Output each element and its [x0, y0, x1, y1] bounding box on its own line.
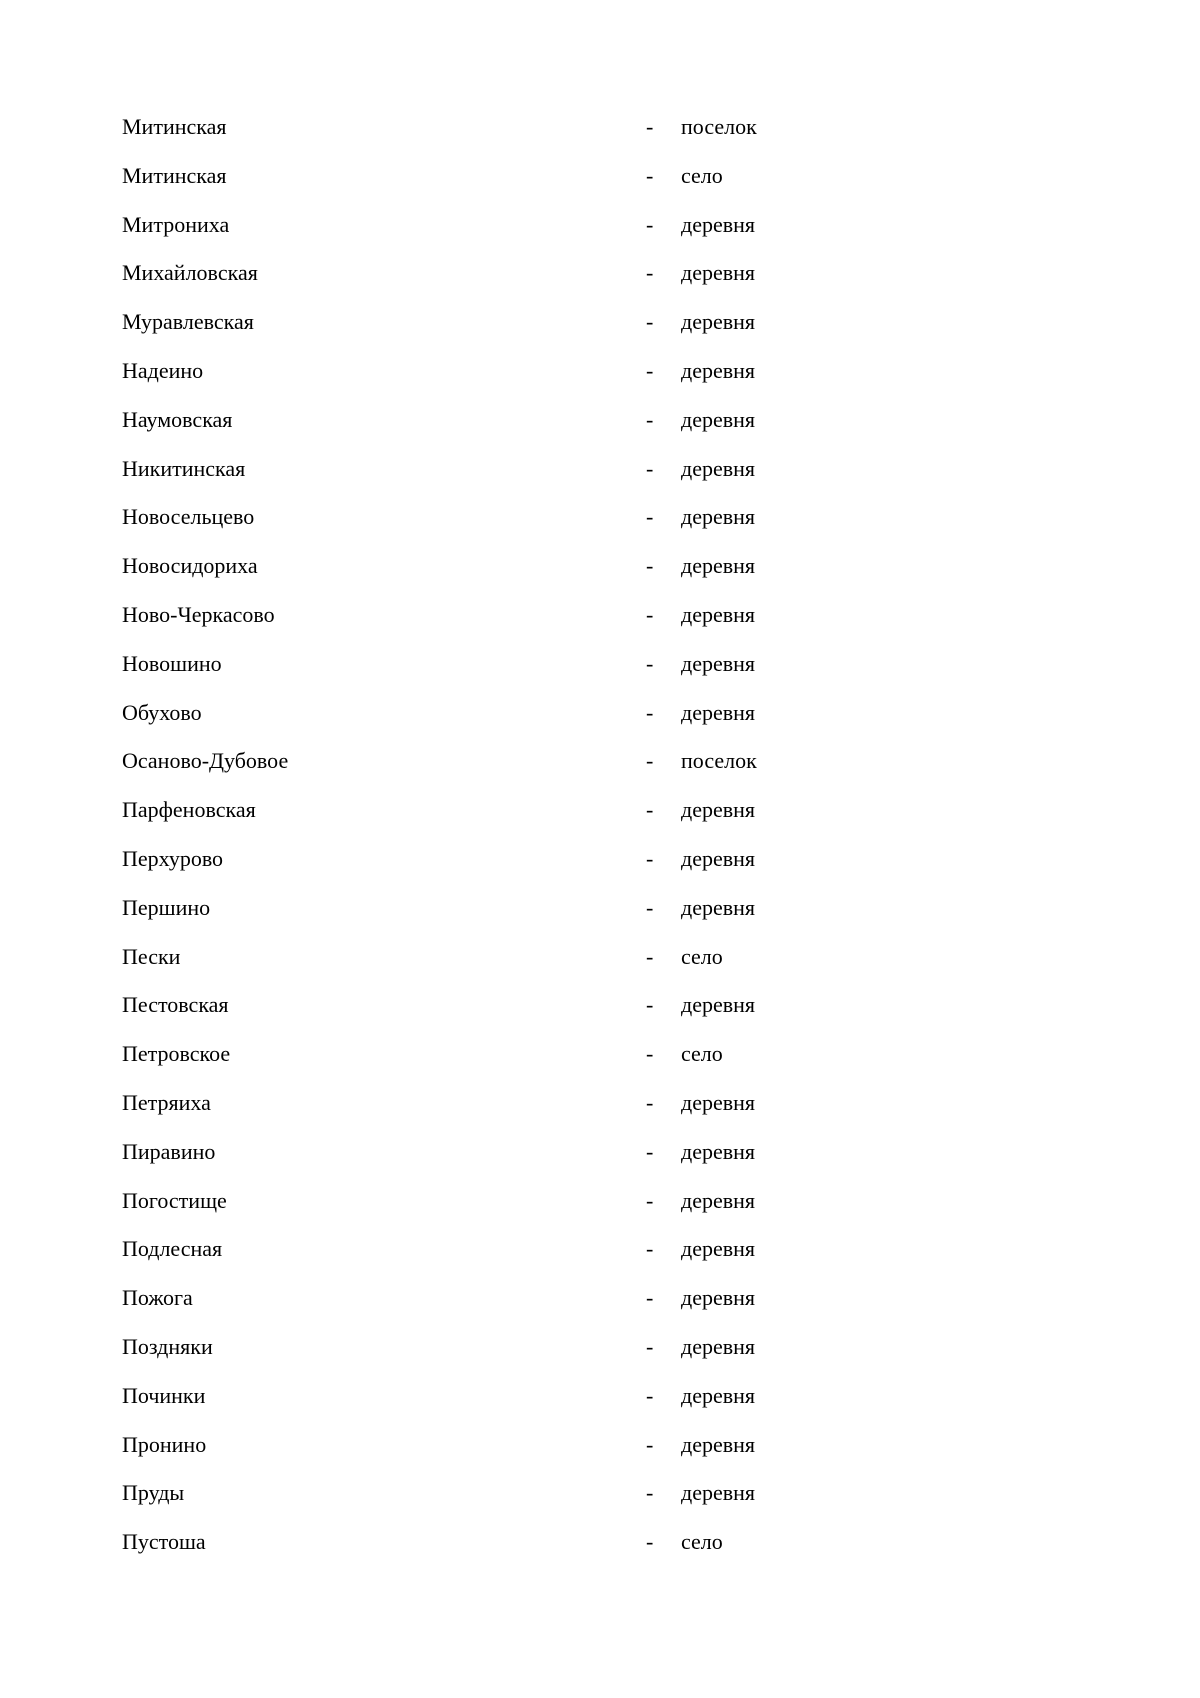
settlement-type: село — [681, 1041, 723, 1067]
settlement-type: деревня — [681, 1236, 756, 1262]
settlement-type: деревня — [681, 699, 756, 725]
settlement-type: село — [681, 162, 723, 188]
settlement-type: деревня — [681, 601, 756, 627]
settlement-type: деревня — [681, 1431, 756, 1457]
settlement-name: Петряиха — [122, 1089, 211, 1115]
separator-dash: - — [646, 748, 654, 774]
settlement-type: деревня — [681, 1089, 756, 1115]
settlement-type: деревня — [681, 845, 756, 871]
list-item — [0, 737, 1200, 786]
settlement-type: деревня — [681, 797, 756, 823]
settlement-type: деревня — [681, 553, 756, 579]
settlement-type: деревня — [681, 1333, 756, 1359]
settlement-name: Пруды — [122, 1480, 185, 1506]
separator-dash: - — [646, 1333, 654, 1359]
settlement-type: деревня — [681, 1187, 756, 1213]
separator-dash: - — [646, 601, 654, 627]
settlement-type: деревня — [681, 1382, 756, 1408]
list-item — [0, 884, 1200, 933]
list-item — [0, 1177, 1200, 1226]
separator-dash: - — [646, 1480, 654, 1506]
list-item — [0, 445, 1200, 494]
list-item — [0, 591, 1200, 640]
settlement-type: деревня — [681, 504, 756, 530]
settlement-name: Новосельцево — [122, 504, 255, 530]
settlement-name: Михайловская — [122, 260, 258, 286]
list-item — [0, 1079, 1200, 1128]
separator-dash: - — [646, 357, 654, 383]
list-item — [0, 298, 1200, 347]
separator-dash: - — [646, 1138, 654, 1164]
settlement-name: Парфеновская — [122, 797, 256, 823]
settlement-type: село — [681, 943, 723, 969]
settlement-name: Погостище — [122, 1187, 227, 1213]
list-item — [0, 981, 1200, 1030]
list-item — [0, 786, 1200, 835]
separator-dash: - — [646, 309, 654, 335]
separator-dash: - — [646, 1041, 654, 1067]
list-item — [0, 493, 1200, 542]
settlement-name: Муравлевская — [122, 309, 254, 335]
settlement-type: деревня — [681, 260, 756, 286]
separator-dash: - — [646, 1187, 654, 1213]
separator-dash: - — [646, 1236, 654, 1262]
list-item — [0, 1323, 1200, 1372]
settlement-type: деревня — [681, 357, 756, 383]
settlement-list — [0, 103, 1200, 1567]
list-item — [0, 1518, 1200, 1567]
settlement-type: деревня — [681, 309, 756, 335]
settlement-name: Новошино — [122, 650, 222, 676]
list-item — [0, 103, 1200, 152]
separator-dash: - — [646, 260, 654, 286]
settlement-type: поселок — [681, 748, 757, 774]
settlement-type: поселок — [681, 114, 757, 139]
settlement-name: Петровское — [122, 1041, 231, 1067]
list-item — [0, 1225, 1200, 1274]
separator-dash: - — [646, 162, 654, 188]
separator-dash: - — [646, 1089, 654, 1115]
settlement-type: деревня — [681, 211, 756, 237]
settlement-name: Митинская — [122, 162, 227, 188]
list-item — [0, 1421, 1200, 1470]
settlement-name: Подлесная — [122, 1236, 223, 1262]
separator-dash: - — [646, 992, 654, 1018]
list-item — [0, 201, 1200, 250]
list-item — [0, 396, 1200, 445]
settlement-name: Поздняки — [122, 1333, 213, 1359]
settlement-name: Новосидориха — [122, 553, 258, 579]
settlement-name: Перхурово — [122, 845, 224, 871]
settlement-name: Починки — [122, 1382, 206, 1408]
settlement-name: Пустоша — [122, 1529, 206, 1555]
separator-dash: - — [646, 650, 654, 676]
settlement-name: Пиравино — [122, 1138, 216, 1164]
separator-dash: - — [646, 1382, 654, 1408]
settlement-name: Митрониха — [122, 211, 230, 237]
list-item — [0, 1274, 1200, 1323]
list-item — [0, 152, 1200, 201]
settlement-type: деревня — [681, 455, 756, 481]
list-item — [0, 689, 1200, 738]
settlement-name: Пески — [122, 943, 181, 969]
separator-dash: - — [646, 845, 654, 871]
settlement-name: Митинская — [122, 114, 227, 139]
list-item — [0, 1128, 1200, 1177]
list-item — [0, 249, 1200, 298]
settlement-name: Никитинская — [122, 455, 246, 481]
settlement-name: Осаново-Дубовое — [122, 748, 289, 774]
separator-dash: - — [646, 1529, 654, 1555]
settlement-type: деревня — [681, 1285, 756, 1311]
list-item — [0, 933, 1200, 982]
settlement-name: Пожога — [122, 1285, 193, 1311]
separator-dash: - — [646, 943, 654, 969]
separator-dash: - — [646, 894, 654, 920]
settlement-type: деревня — [681, 894, 756, 920]
settlement-type: село — [681, 1529, 723, 1555]
settlement-type: деревня — [681, 406, 756, 432]
settlement-name: Пестовская — [122, 992, 229, 1018]
settlement-type: деревня — [681, 1138, 756, 1164]
settlement-type: деревня — [681, 650, 756, 676]
separator-dash: - — [646, 1431, 654, 1457]
list-item — [0, 835, 1200, 884]
settlement-type: деревня — [681, 1480, 756, 1506]
separator-dash: - — [646, 406, 654, 432]
settlement-name: Надеино — [122, 357, 204, 383]
list-item — [0, 542, 1200, 591]
settlement-name: Наумовская — [122, 406, 233, 432]
settlement-name: Обухово — [122, 699, 202, 725]
separator-dash: - — [646, 699, 654, 725]
separator-dash: - — [646, 504, 654, 530]
separator-dash: - — [646, 211, 654, 237]
settlement-name: Першино — [122, 894, 211, 920]
list-item — [0, 1469, 1200, 1518]
settlement-name: Ново-Черкасово — [122, 601, 275, 627]
separator-dash: - — [646, 455, 654, 481]
list-item — [0, 1030, 1200, 1079]
settlement-type: деревня — [681, 992, 756, 1018]
separator-dash: - — [646, 797, 654, 823]
separator-dash: - — [646, 553, 654, 579]
list-item — [0, 1372, 1200, 1421]
separator-dash: - — [646, 114, 654, 139]
list-item — [0, 347, 1200, 396]
list-item — [0, 640, 1200, 689]
settlement-name: Пронино — [122, 1431, 207, 1457]
separator-dash: - — [646, 1285, 654, 1311]
